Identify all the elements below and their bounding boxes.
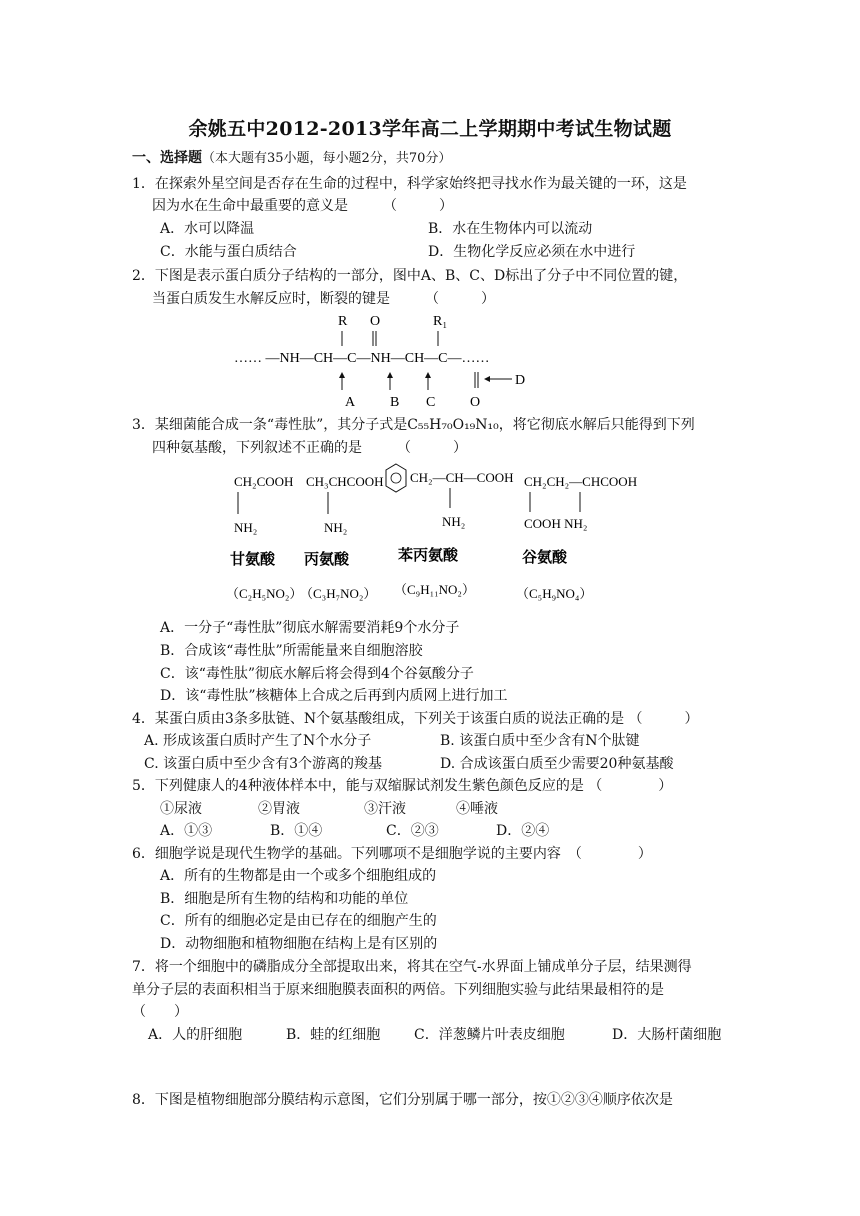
q5-option-a: A．①③ <box>160 823 213 839</box>
q6-stem: 6．细胞学说是现代生物学的基础。下列哪项不是细胞学说的主要内容 （ ） <box>132 846 652 862</box>
arrow-d-head <box>484 376 490 382</box>
diagram-r-label: R <box>338 314 348 329</box>
section-note: （本大题有35小题，每小题2分，共70分） <box>202 151 452 166</box>
q7-stem-line1: 7．将一个细胞中的磷脂成分全部提取出来，将其在空气-水界面上铺成单分子层，结果测得 <box>132 959 692 975</box>
q6-option-b: B．细胞是所有生物的结构和功能的单位 <box>160 891 409 907</box>
phenylalanine-name: 苯丙氨酸 <box>398 548 459 564</box>
q2-stem-line2: 当蛋白质发生水解反应时，断裂的键是 （ ） <box>152 291 495 307</box>
peptide-bond-diagram <box>230 306 550 410</box>
page-title: 余姚五中2012-2013学年高二上学期期中考试生物试题 <box>188 118 672 140</box>
q3-option-b: B．合成该“毒性肽”所需能量来自细胞溶胶 <box>160 643 423 659</box>
q1-stem-line1: 1．在探索外星空间是否存在生命的过程中，科学家始终把寻找水作为最关键的一环，这是 <box>132 176 687 192</box>
diagram-label-c: C <box>426 395 436 410</box>
diagram-label-b: B <box>390 395 400 410</box>
glutamic-molecular: （C₅H₉NO₄） <box>516 586 593 601</box>
q3-stem-line2: 四种氨基酸，下列叙述不正确的是 （ ） <box>152 440 467 456</box>
glycine-amino: NH₂ <box>234 520 258 535</box>
q5-sample-1: ①尿液 <box>160 801 202 817</box>
q5-sample-4: ④唾液 <box>456 801 498 817</box>
phenylalanine-molecular: （C₉H₁₁NO₂） <box>394 582 475 597</box>
glycine-name: 甘氨酸 <box>230 552 276 568</box>
phenylalanine-structure <box>386 464 514 597</box>
q5-option-b: B．①④ <box>270 823 323 839</box>
q5-option-c: C．②③ <box>386 823 439 839</box>
q1-stem-line2: 因为水在生命中最重要的意义是 （ ） <box>152 198 453 214</box>
alanine-name: 丙氨酸 <box>304 552 350 568</box>
q4-option-a: A. 形成该蛋白质时产生了N个水分子 <box>144 733 372 749</box>
alanine-amino: NH₂ <box>324 520 348 535</box>
q5-sample-3: ③汗液 <box>364 801 406 817</box>
benzene-ring-inner <box>391 473 401 483</box>
arrow-a-head <box>339 372 345 378</box>
q1-option-b: B．水在生物体内可以流动 <box>428 221 593 237</box>
alanine-molecular: （C₃H₇NO₂） <box>300 586 377 601</box>
q6-option-a: A．所有的生物都是由一个或多个细胞组成的 <box>160 868 437 884</box>
q5-stem: 5．下列健康人的4种液体样本中，能与双缩脲试剂发生紫色颜色反应的是 （ ） <box>132 778 673 794</box>
q4-option-d: D. 合成该蛋白质至少需要20种氨基酸 <box>440 756 674 772</box>
amino-acid-structures <box>226 456 646 612</box>
q5-sample-2: ②胃液 <box>258 801 300 817</box>
arrow-c-head <box>425 372 431 378</box>
glycine-molecular: （C₂H₅NO₂） <box>226 586 303 601</box>
q7-option-c: C．洋葱鳞片叶表皮细胞 <box>414 1027 565 1043</box>
diagram-o-label: O <box>370 314 381 329</box>
q7-option-a: A．人的肝细胞 <box>148 1027 243 1043</box>
q7-stem-line3: （ ） <box>132 1004 188 1020</box>
q1-option-d: D．生物化学反应必须在水中进行 <box>428 244 636 260</box>
glycine-structure <box>226 474 302 601</box>
q4-stem: 4．某蛋白质由3条多肽链、N个氨基酸组成，下列关于该蛋白质的说法正确的是 （ ） <box>132 711 699 727</box>
q3-option-a: A．一分子“毒性肽”彻底水解需要消耗9个水分子 <box>160 620 460 636</box>
alanine-formula: CH₃CHCOOH <box>306 474 384 489</box>
q6-option-c: C．所有的细胞必定是由已存在的细胞产生的 <box>160 913 437 929</box>
q6-option-d: D．动物细胞和植物细胞在结构上是有区别的 <box>160 936 438 952</box>
diagram-label-o: O <box>470 395 481 410</box>
q8-stem: 8．下图是植物细胞部分膜结构示意图，它们分别属于哪一部分，按①②③④顺序依次是 <box>132 1092 673 1108</box>
q7-stem-line2: 单分子层的表面积相当于原来细胞膜表面积的两倍。下列细胞实验与此结果最相符的是 <box>132 982 664 998</box>
q5-option-d: D．②④ <box>496 823 550 839</box>
q3-stem-line1: 3．某细菌能合成一条“毒性肽”，其分子式是C₅₅H₇₀O₁₉N₁₀，将它彻底水解后只能得到下列 <box>132 417 695 433</box>
glutamic-acid-structure <box>516 474 637 601</box>
diagram-label-a: A <box>345 395 356 410</box>
diagram-r1-label: R₁ <box>433 314 448 329</box>
q1-option-c: C．水能与蛋白质结合 <box>160 244 297 260</box>
benzene-ring-icon <box>386 464 406 492</box>
glutamic-formula: CH₂CH₂—CHCOOH <box>524 474 638 489</box>
q4-option-b: B. 该蛋白质中至少含有N个肽键 <box>440 733 640 749</box>
q7-option-b: B．蛙的红细胞 <box>286 1027 381 1043</box>
section-header <box>132 148 451 169</box>
glutamic-groups: COOH NH₂ <box>524 516 588 531</box>
q3-option-d: D．该“毒性肽”核糖体上合成之后再到内质网上进行加工 <box>160 688 508 704</box>
diagram-chain: …… —NH—CH—C—NH—CH—C—…… <box>234 351 490 366</box>
glutamic-name: 谷氨酸 <box>522 550 568 566</box>
phenylalanine-amino: NH₂ <box>442 514 466 529</box>
q2-stem-line1: 2．下图是表示蛋白质分子结构的一部分，图中A、B、C、D标出了分子中不同位置的键， <box>132 268 688 284</box>
arrow-b-head <box>387 372 393 378</box>
q4-option-c: C. 该蛋白质中至少含有3个游离的羧基 <box>144 756 383 772</box>
q3-option-c: C．该“毒性肽”彻底水解后将会得到4个谷氨酸分子 <box>160 666 474 682</box>
diagram-d-label: D <box>515 373 526 388</box>
q1-option-a: A．水可以降温 <box>160 221 255 237</box>
phenylalanine-formula: CH₂—CH—COOH <box>410 470 514 485</box>
alanine-structure <box>300 474 384 601</box>
q7-option-d: D．大肠杆菌细胞 <box>612 1027 722 1043</box>
section-heading: 一、选择题 <box>132 150 202 166</box>
glycine-formula: CH₂COOH <box>234 474 294 489</box>
